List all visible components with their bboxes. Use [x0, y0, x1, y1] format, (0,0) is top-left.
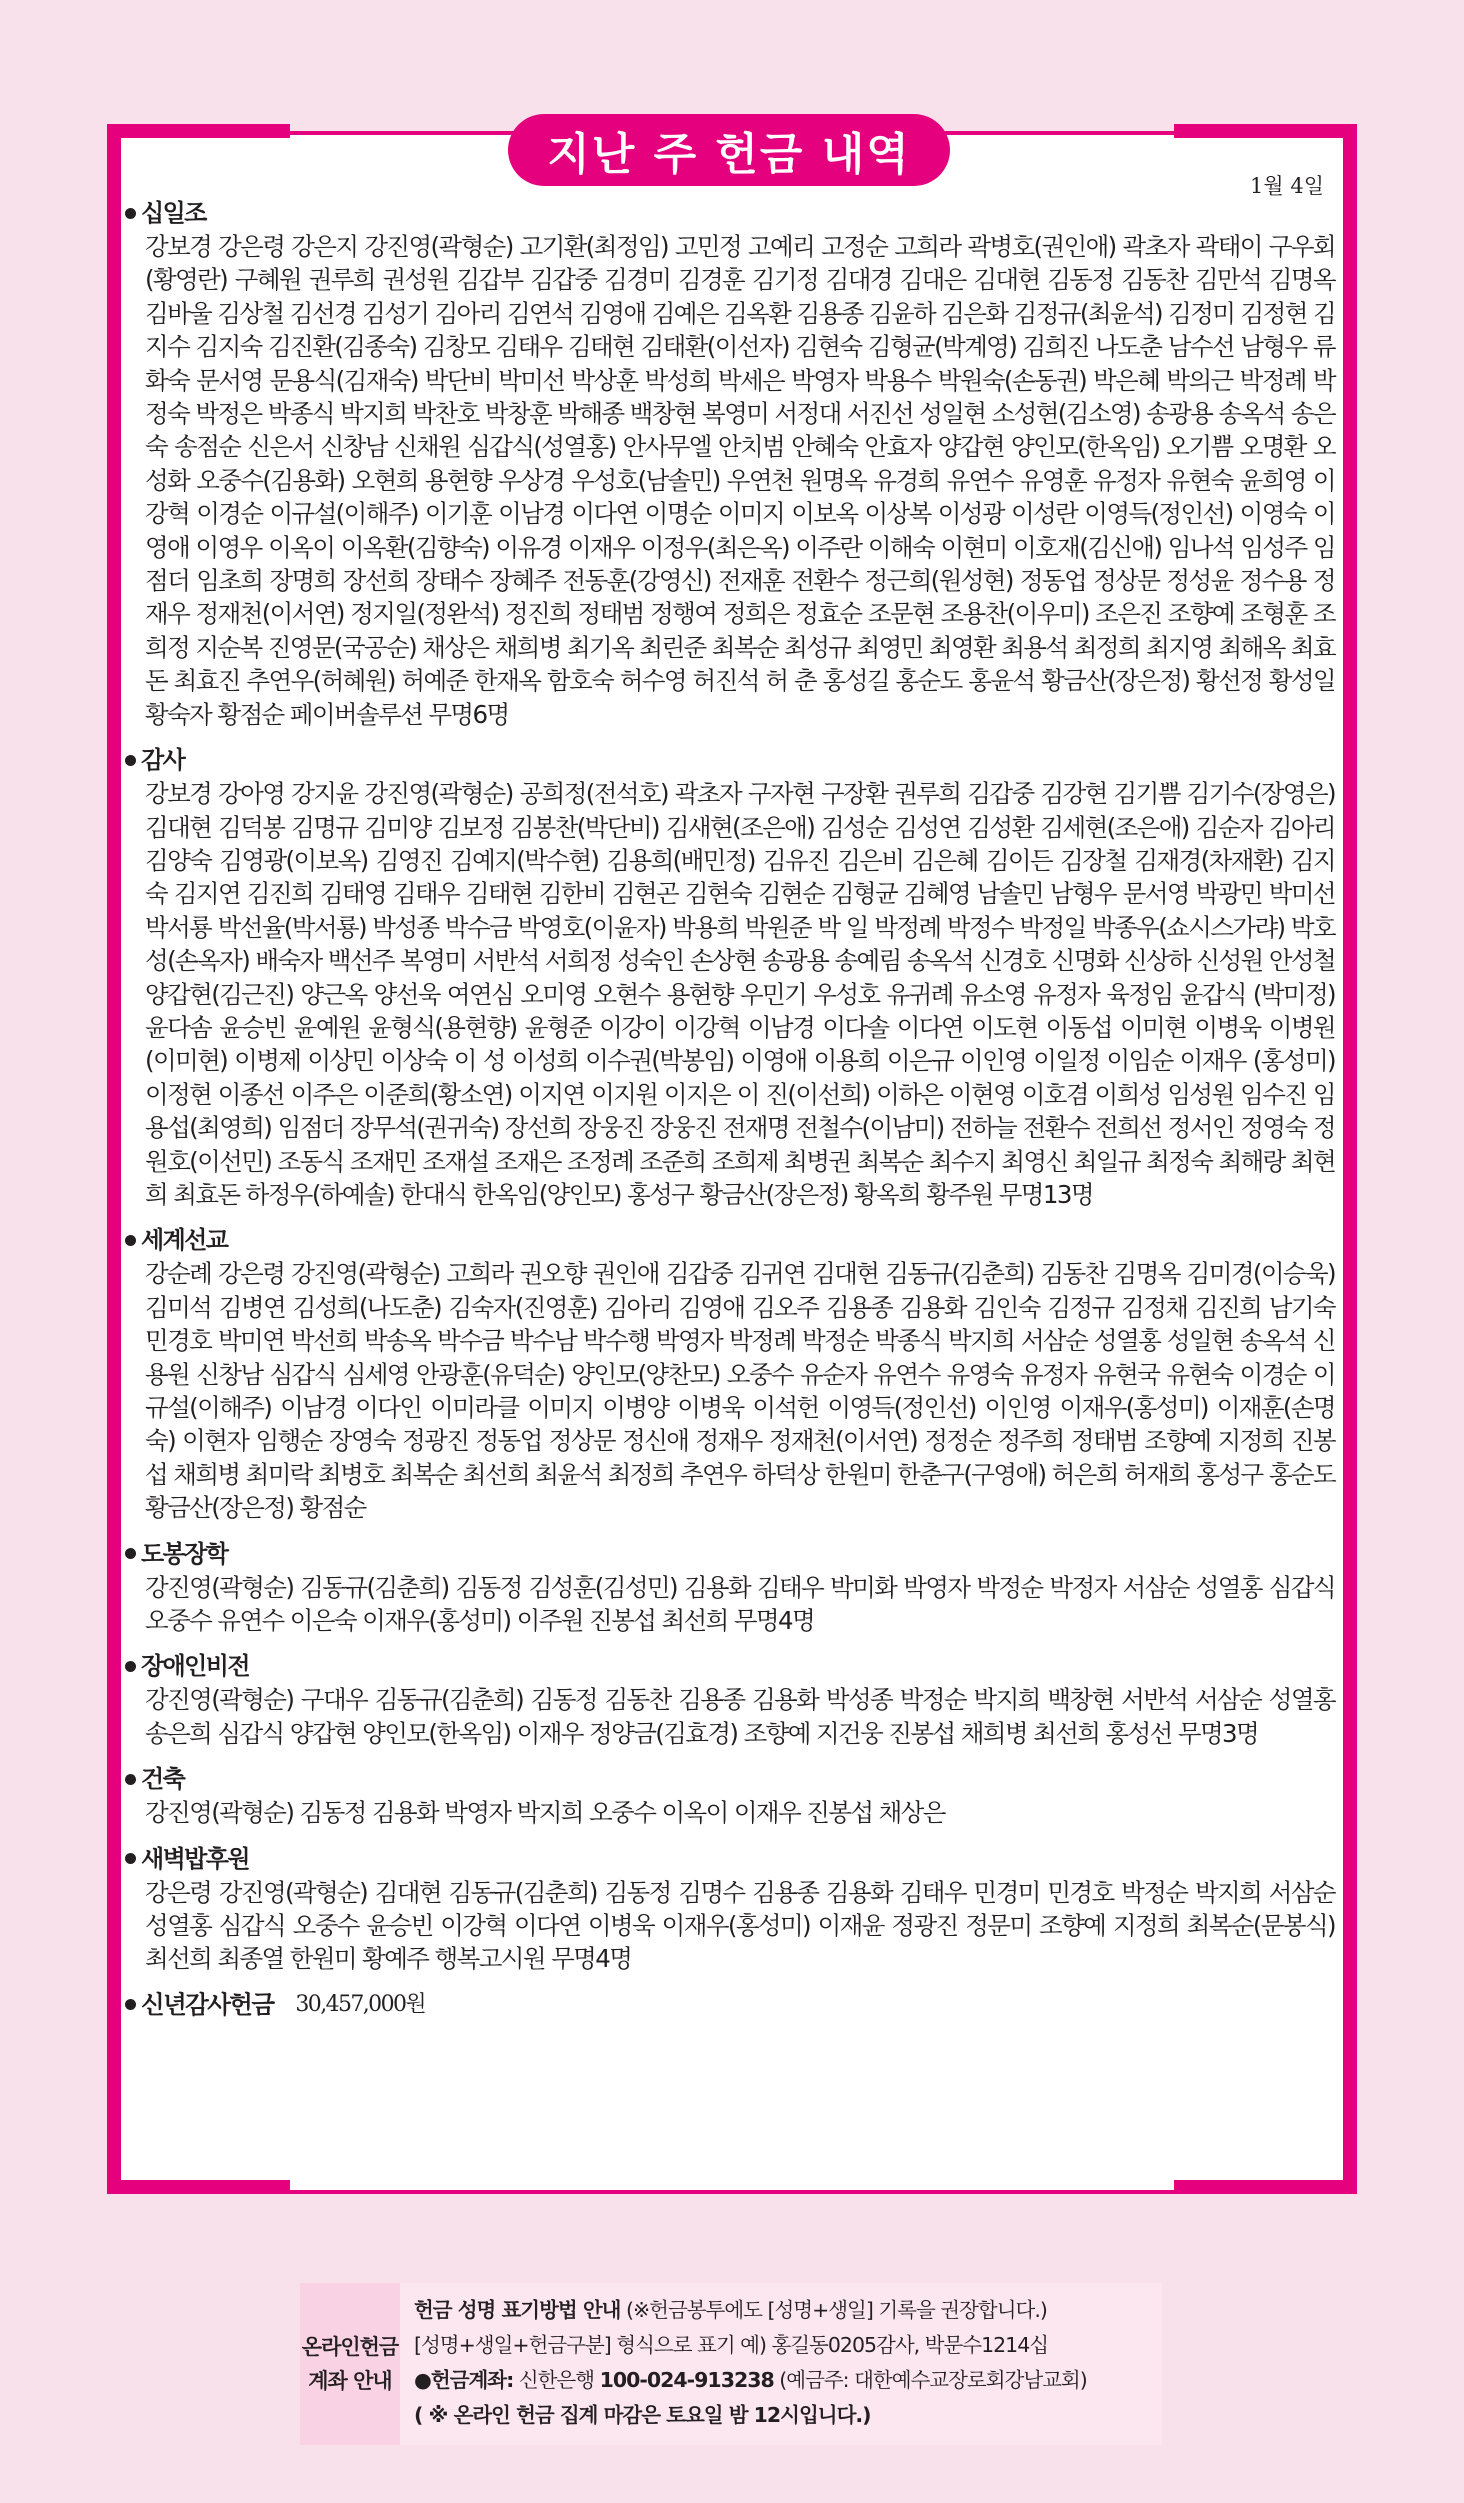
offering-sections	[125, 196, 1345, 2021]
online-offering-info-box	[300, 2283, 1162, 2445]
frame-corner-bottom-right	[1174, 2180, 1357, 2194]
total-amount: 30,457,000원	[295, 1991, 426, 2017]
section-title: 건축	[141, 1765, 185, 1794]
new-year-thanksgiving-total	[125, 1988, 1345, 2021]
bullet-icon	[125, 1548, 136, 1559]
bullet-icon	[125, 1661, 136, 1672]
section-dobong-scholarship	[125, 1537, 1345, 1638]
section-tithe	[125, 196, 1345, 731]
donor-names: 강은령 강진영(곽형순) 김대현 김동규(김춘희) 김동정 김명수 김용종 김용화 김태우 민경미 민경호 박정순 박지희 서삼순 성열홍 심갑식 오중수 윤승빈 이강혁 이다연 이병욱 이재우(홍성미) 이재윤 정광진 정문미 조향예 지정희 최복순(문봉식) 최선희 최종열 한원미 황예주 행복고시원 무명4명	[145, 1877, 1335, 1974]
donor-names: 강순례 강은령 강진영(곽형순) 고희라 권오향 권인애 김갑중 김귀연 김대현 김동규(김춘희) 김동찬 김명옥 김미경(이승욱) 김미석 김병연 김성희(나도춘) 김숙자(진영훈) 김아리 김영애 김오주 김용종 김용화 김인숙 김정규 김정채 김진희 남기숙 민경호 박미연 박선희 박송옥 박수금 박수남 박수행 박영자 박정례 박정순 박종식 박지희 서삼순 성열홍 성일현 송옥석 신용원 신창남 심갑식 심세영 안광훈(유덕순) 양인모(양찬모) 오중수 유순자 유연수 유영숙 유정자 유현국 유현숙 이경순 이규설(이해주) 이남경 이다인 이미라클 이미지 이병양 이병욱 이석헌 이영득(정인선) 이인영 이재우(홍성미) 이재훈(손명숙) 이현자 임행순 장영숙 정광진 정동업 정상문 정신애 정재우 정재천(이서연) 정정순 정주희 정태범 조향예 지정희 진봉섭 채희병 최미락 최병호 최복순 최선희 최윤석 최정희 추연우 하덕상 한원미 한춘구(구영애) 허은희 허재희 홍성구 홍순도 황금산(장은정) 황점순	[145, 1259, 1336, 1523]
bullet-icon	[125, 1853, 136, 1864]
frame-corner-top-left	[107, 124, 290, 138]
bullet-icon	[125, 1774, 136, 1785]
donor-names: 강진영(곽형순) 김동정 김용화 박영자 박지희 오중수 이옥이 이재우 진봉섭 채상은	[145, 1798, 945, 1828]
section-title: 십일조	[141, 199, 206, 227]
info-box-label: 온라인헌금 계좌 안내	[300, 2283, 400, 2445]
bullet-icon	[125, 1999, 136, 2010]
frame-corner-bottom-left	[107, 2180, 290, 2194]
donor-names: 강보경 강은령 강은지 강진영(곽형순) 고기환(최정임) 고민정 고예리 고정순 고희라 곽병호(권인애) 곽초자 곽태이 구우회 (황영란) 구혜원 권루희 권성원 김갑부 김갑중 김경미 김경훈 김기정 김대경 김대은 김대현 김동정 김동찬 김만석 김명옥 김바울 김상철 김선경 김성기 김아리 김연석 김영애 김예은 김옥환 김용종 김윤하 김은화 김정규(최윤석) 김정미 김정현 김지수 김지숙 김진환(김종숙) 김창모 김태우 김태현 김태환(이선자) 김현숙 김형균(박계영) 김희진 나도춘 남수선 남형우 류화숙 문서영 문용식(김재숙) 박단비 박미선 박상훈 박성희 박세은 박영자 박용수 박원숙(손동권) 박은혜 박의근 박정례 박정숙 박정은 박종식 박지희 박찬호 박창훈 박해종 백창현 복영미 서정대 서진선 성일현 소성현(김소영) 송광용 송옥석 송은숙 송점순 신은서 신창남 신채원 심갑식(성열홍) 안사무엘 안치범 안혜숙 안효자 양갑현 양인모(한옥임) 오기쁨 오명환 오성화 오중수(김용화) 오현희 용현향 우상경 우성호(남솔민) 우연천 원명옥 유경희 유연수 유영훈 유정자 유현숙 윤희영 이강혁 이경순 이규설(이해주) 이기훈 이남경 이다연 이명순 이미지 이보옥 이상복 이성광 이성란 이영득(정인선) 이영숙 이영애 이영우 이옥이 이옥환(김향숙) 이유경 이재우 이정우(최은옥) 이주란 이해숙 이현미 이호재(김신애) 임나석 임성주 임점더 임초희 장명희 장선희 장태수 장혜주 전동훈(강영신) 전재훈 전환수 정근희(원성현) 정동업 정상문 정성윤 정수용 정재우 정재천(이서연) 정지일(정완석) 정진희 정태범 정행여 정희은 정효순 조문현 조용찬(이우미) 조은진 조향예 조형훈 조희정 지순복 진영문(국공순) 채상은 채희병 최기옥 최린준 최복순 최성규 최영민 최영환 최용석 최정희 최지영 최해옥 최효돈 최효진 추연우(허혜원) 허예준 한재옥 함호숙 허수영 허진석 허 춘 홍성길 홍순도 홍윤석 황금산(장은정) 황선정 황성일 황숙자 황점순 페이버솔루션 무명6명	[145, 232, 1336, 729]
page-title: 지난 주 헌금 내역	[508, 114, 950, 186]
date-label: 1월 4일	[1250, 174, 1324, 198]
name-format-example: [성명+생일+헌금구분] 형식으로 표기 예) 홍길동0205감사, 박문수1214십	[414, 2333, 1049, 2357]
section-thanksgiving	[125, 743, 1345, 1211]
section-title: 새벽밥후원	[141, 1844, 249, 1873]
name-format-guide: 헌금 성명 표기방법 안내 (※헌금봉투에도 [성명+생일] 기록을 권장합니다.)	[414, 2298, 1047, 2322]
section-title: 도봉장학	[141, 1539, 228, 1568]
donor-names: 강진영(곽형순) 김동규(김춘희) 김동정 김성훈(김성민) 김용화 김태우 박미화 박영자 박정순 박정자 서삼순 성열홍 심갑식 오중수 유연수 이은숙 이재우(홍성미) 이주원 진봉섭 최선희 무명4명	[145, 1572, 1335, 1636]
bullet-icon	[125, 755, 136, 766]
bullet-icon	[125, 208, 136, 219]
section-building	[125, 1762, 1345, 1829]
info-box-body	[400, 2283, 1101, 2445]
section-title: 세계선교	[141, 1226, 228, 1255]
frame-corner-top-right	[1174, 124, 1357, 138]
donor-names: 강진영(곽형순) 구대우 김동규(김춘희) 김동정 김동찬 김용종 김용화 박성종 박정순 박지희 백창현 서반석 서삼순 성열홍 송은희 심갑식 양갑현 양인모(한옥임) 이재우 정양금(김효경) 조향예 지건웅 진봉섭 채희병 최선희 홍성선 무명3명	[145, 1685, 1335, 1748]
account-number: 100-024-913238	[599, 2368, 774, 2392]
section-dawn-meal-support	[125, 1842, 1345, 1976]
section-world-mission	[125, 1223, 1345, 1524]
section-title: 감사	[141, 746, 185, 775]
bank-account-line: ●헌금계좌: 신한은행 100-024-913238 (예금주: 대한예수교장로회강남교회)	[414, 2368, 1087, 2392]
deadline-notice: ( ※ 온라인 헌금 집계 마감은 토요일 밤 12시입니다.)	[414, 2403, 871, 2427]
section-disability-vision	[125, 1649, 1345, 1750]
bullet-icon	[125, 1235, 136, 1246]
total-label: 신년감사헌금	[141, 1989, 274, 2019]
donor-names: 강보경 강아영 강지윤 강진영(곽형순) 공희정(전석호) 곽초자 구자현 구장환 권루희 김갑중 김강현 김기쁨 김기수(장영은) 김대현 김덕봉 김명규 김미양 김보정 김봉찬(박단비) 김새현(조은애) 김성순 김성연 김성환 김세현(조은애) 김순자 김아리 김양숙 김영광(이보옥) 김영진 김예지(박수현) 김용희(배민정) 김유진 김은비 김은혜 김이든 김장철 김재경(차재환) 김지숙 김지연 김진희 김태영 김태우 김태현 김한비 김현곤 김현숙 김현순 김형균 김혜영 남솔민 남형우 문서영 박광민 박미선 박서룡 박선율(박서룡) 박성종 박수금 박영호(이윤자) 박용희 박원준 박 일 박정례 박정수 박정일 박종우(쇼시스가랴) 박호성(손옥자) 배숙자 백선주 복영미 서반석 서희정 성숙인 손상현 송광용 송예림 송옥석 신경호 신명화 신상하 신성원 안성철 양갑현(김근진) 양근옥 양선욱 여연심 오미영 오현수 용현향 우민기 우성호 유귀례 유소영 유정자 육정임 윤갑식 (박미정) 윤다솜 윤승빈 윤예원 윤형식(용현향) 윤형준 이강이 이강혁 이남경 이다솔 이다연 이도현 이동섭 이미현 이병욱 이병원(이미현) 이병제 이상민 이상숙 이 성 이성희 이수권(박봉임) 이영애 이용희 이은규 이인영 이일정 이임순 이재우 (홍성미) 이정현 이종선 이주은 이준희(황소연) 이지연 이지원 이지은 이 진(이선희) 이하은 이현영 이호겸 이희성 임성원 임수진 임용섭(최영희) 임점더 장무석(권귀숙) 장선희 장웅진 장웅진 전재명 전철수(이남미) 전하늘 전환수 전희선 정서인 정영숙 정원호(이선민) 조동식 조재민 조재설 조재은 조정례 조준희 조희제 최병권 최복순 최수지 최영신 최일규 최정숙 최해랑 최현희 최효돈 하정우(하예솔) 한대식 한옥임(양인모) 홍성구 황금산(장은정) 황옥희 황주원 무명13명	[145, 779, 1336, 1209]
section-title: 장애인비전	[141, 1652, 249, 1681]
